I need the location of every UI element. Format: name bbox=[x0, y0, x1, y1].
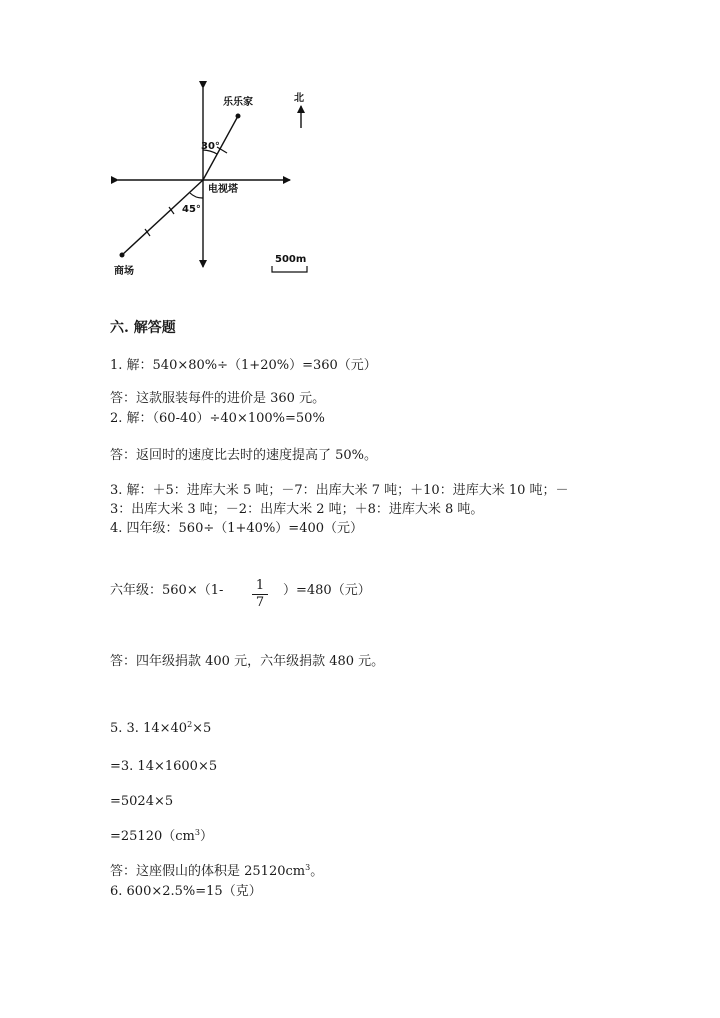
q3-solution-line1: 3. 解：＋5：进库大米 5 吨；－7：出库大米 7 吨；＋10：进库大米 10 吨；－ bbox=[110, 483, 569, 498]
ray-to-mall bbox=[122, 180, 203, 255]
q4-solution-line1: 4. 四年级：560÷（1+40%）=400（元） bbox=[110, 521, 364, 536]
q5-step3: =5024×5 bbox=[110, 794, 174, 809]
q1-solution: 1. 解：540×80%÷（1+20%）=360（元） bbox=[110, 358, 377, 373]
q5-step4-b: ） bbox=[199, 829, 213, 844]
lelejia-point bbox=[236, 114, 241, 119]
angle-arc-bottom bbox=[190, 193, 203, 198]
q5-step1-a: 5. 3. 14×40 bbox=[110, 721, 188, 736]
section-title: 六. 解答题 bbox=[110, 320, 176, 336]
lelejia-label: 乐乐家 bbox=[223, 97, 253, 108]
q4-answer: 答：四年级捐款 400 元，六年级捐款 480 元。 bbox=[110, 654, 385, 669]
q5-step1-exponent: 2 bbox=[187, 720, 193, 729]
q2-answer: 答：返回时的速度比去时的速度提高了 50%。 bbox=[110, 448, 378, 463]
q1-answer: 答：这款服装每件的进价是 360 元。 bbox=[110, 391, 326, 406]
q5-answer bbox=[110, 864, 323, 880]
mall-point bbox=[120, 253, 125, 258]
scale-label: 500m bbox=[275, 254, 307, 265]
fraction-numerator: 1 bbox=[255, 578, 265, 593]
north-label: 北 bbox=[294, 93, 304, 104]
scale-bar bbox=[272, 266, 307, 272]
q2-solution: 2. 解：（60-40）÷40×100%=50% bbox=[110, 411, 325, 426]
q5-answer-exponent: 3 bbox=[305, 863, 311, 872]
q5-step4 bbox=[110, 829, 213, 845]
q4-solution-line2-suffix: ）=480（元） bbox=[283, 583, 371, 598]
direction-diagram bbox=[0, 0, 720, 300]
angle-bottom-label: 45° bbox=[182, 204, 201, 215]
q5-step1 bbox=[110, 721, 211, 737]
q3-solution-line2: 3：出库大米 3 吨；－2：出库大米 2 吨；＋8：进库大米 8 吨。 bbox=[110, 502, 484, 517]
q5-step4-a: =25120（cm bbox=[110, 829, 195, 844]
tower-label: 电视塔 bbox=[208, 184, 238, 195]
fraction-denominator: 7 bbox=[255, 595, 265, 610]
q5-answer-a: 答：这座假山的体积是 25120cm bbox=[110, 864, 306, 879]
angle-top-label: 30° bbox=[201, 141, 220, 152]
q5-step1-b: ×5 bbox=[192, 721, 212, 736]
q5-step2: =3. 14×1600×5 bbox=[110, 759, 218, 774]
q4-solution-line2-prefix: 六年级：560×（1- bbox=[110, 583, 224, 598]
q5-answer-b: 。 bbox=[310, 864, 324, 879]
mall-label: 商场 bbox=[114, 266, 134, 277]
q6-solution: 6. 600×2.5%=15（克） bbox=[110, 884, 262, 899]
q5-step4-exponent: 3 bbox=[194, 828, 200, 837]
